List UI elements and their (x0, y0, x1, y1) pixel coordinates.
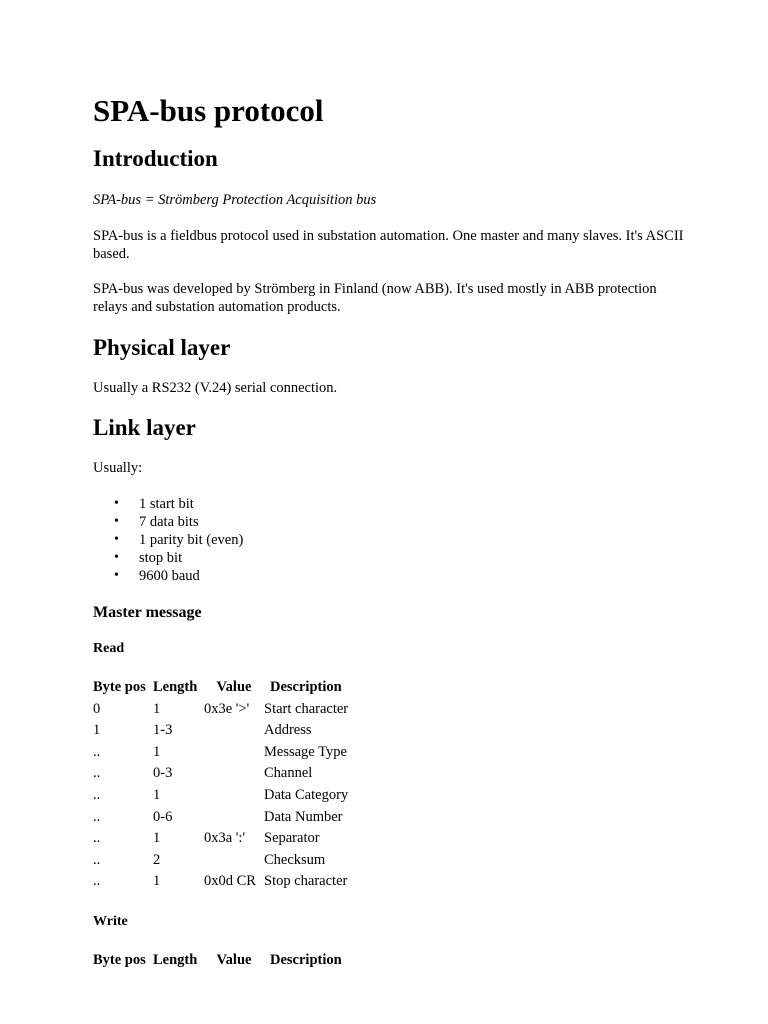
table-row (93, 763, 348, 785)
list-item: • 9600 baud (93, 567, 243, 585)
cell-description: Stop character (264, 873, 348, 890)
introduction-heading: Introduction (93, 146, 218, 171)
link-layer-bullet-list (93, 495, 243, 585)
read-message-table (93, 677, 348, 893)
cell-value (204, 807, 264, 829)
cell-length: 1 (153, 743, 161, 760)
cell-description: Channel (264, 765, 313, 782)
cell-description: Data Category (264, 786, 349, 803)
column-header-value: Value (216, 679, 252, 695)
cell-value: 0x3e '>' (204, 700, 250, 717)
cell-value: 0x0d CR (204, 873, 256, 890)
column-header-byte-pos: Byte pos (93, 952, 146, 968)
link-layer-usually: Usually: (93, 460, 143, 476)
physical-layer-heading: Physical layer (93, 335, 231, 360)
column-header-length: Length (153, 679, 198, 695)
cell-byte-pos: .. (93, 743, 101, 760)
cell-length: 0-3 (153, 765, 173, 782)
master-message-heading: Master message (93, 604, 202, 621)
cell-description: Address (264, 722, 312, 739)
cell-byte-pos: .. (93, 851, 101, 868)
cell-value (204, 763, 264, 785)
cell-byte-pos: .. (93, 873, 101, 890)
cell-length: 1-3 (153, 722, 173, 739)
list-item: • stop bit (93, 549, 243, 567)
cell-description: Separator (264, 830, 320, 847)
cell-length: 2 (153, 851, 161, 868)
table-row (93, 720, 348, 742)
cell-byte-pos: 0 (93, 700, 101, 717)
cell-description: Checksum (264, 851, 326, 868)
physical-layer-text: Usually a RS232 (V.24) serial connection. (93, 380, 338, 396)
list-item: • 1 start bit (93, 495, 243, 513)
column-header-byte-pos: Byte pos (93, 679, 146, 695)
cell-byte-pos: .. (93, 765, 101, 782)
column-header-length: Length (153, 952, 198, 968)
page-title: SPA-bus protocol (93, 93, 324, 128)
cell-value (204, 720, 264, 742)
write-heading: Write (93, 914, 128, 929)
cell-description: Start character (264, 700, 349, 717)
column-header-description: Description (270, 952, 342, 968)
table-header-row (93, 677, 348, 699)
table-row (93, 742, 348, 764)
cell-description: Data Number (264, 808, 343, 825)
cell-length: 0-6 (153, 808, 173, 825)
intro-definition: SPA-bus = Strömberg Protection Acquisition bus (93, 192, 377, 208)
cell-byte-pos: 1 (93, 722, 101, 739)
table-row (93, 699, 348, 721)
cell-value (204, 785, 264, 807)
cell-value (204, 742, 264, 764)
column-header-value: Value (216, 952, 252, 968)
table-header-row (93, 950, 342, 972)
list-item: • 1 parity bit (even) (93, 531, 243, 549)
table-row (93, 871, 348, 893)
table-row (93, 785, 348, 807)
column-header-description: Description (270, 679, 342, 695)
link-layer-heading: Link layer (93, 415, 196, 440)
cell-byte-pos: .. (93, 808, 101, 825)
cell-value (204, 850, 264, 872)
cell-length: 1 (153, 830, 161, 847)
table-row (93, 828, 348, 850)
cell-length: 1 (153, 873, 161, 890)
table-row (93, 850, 348, 872)
cell-description: Message Type (264, 743, 347, 760)
cell-length: 1 (153, 700, 161, 717)
list-item: • 7 data bits (93, 513, 243, 531)
cell-length: 1 (153, 786, 161, 803)
table-row (93, 807, 348, 829)
cell-byte-pos: .. (93, 830, 101, 847)
write-message-table (93, 950, 342, 972)
cell-byte-pos: .. (93, 786, 101, 803)
intro-paragraph-2: SPA-bus was developed by Strömberg in Finland (now ABB). It's used mostly in ABB protection relays and substation automation products. (93, 281, 657, 315)
read-heading: Read (93, 641, 125, 656)
cell-value: 0x3a ':' (204, 830, 246, 847)
intro-paragraph-1: SPA-bus is a fieldbus protocol used in substation automation. One master and many slaves. It's ASCII based. (93, 228, 684, 262)
